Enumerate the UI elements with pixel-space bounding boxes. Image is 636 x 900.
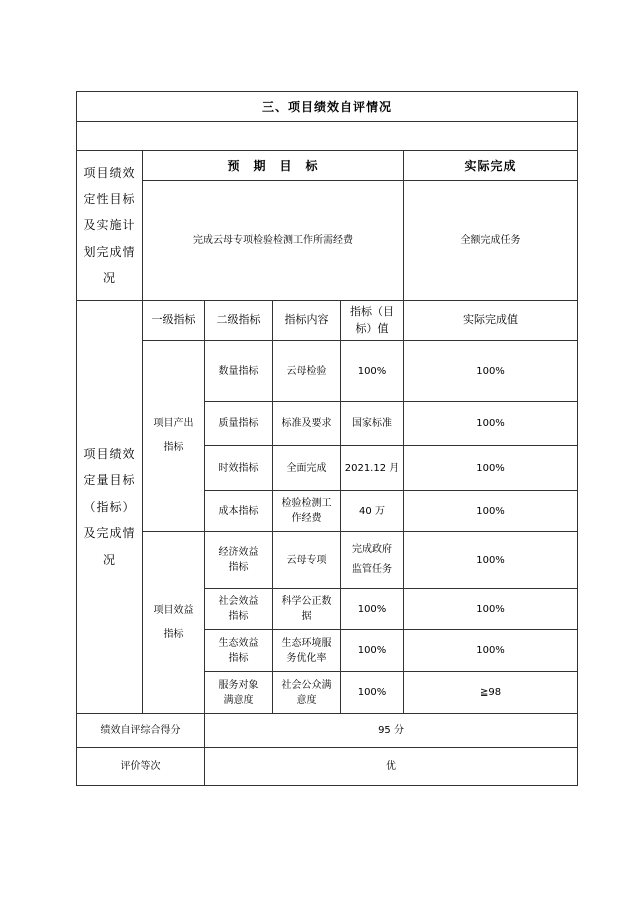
- level2-cell: 服务对象 满意度: [205, 672, 273, 714]
- score-row: [77, 714, 578, 748]
- target-cell: 2021.12 月: [341, 446, 404, 491]
- target-cell: 完成政府 监管任务: [341, 532, 404, 589]
- actual-cell: ≧98: [404, 672, 578, 714]
- section-title: 三、项目绩效自评情况: [77, 92, 578, 122]
- score-value: 95 分: [205, 714, 578, 748]
- actual-cell: 100%: [404, 532, 578, 589]
- content-header: 指标内容: [273, 301, 341, 341]
- actual-cell: 100%: [404, 402, 578, 446]
- grade-label: 评价等次: [77, 748, 205, 786]
- content-cell: 云母专项: [273, 532, 341, 589]
- qualitative-content-row: [77, 181, 578, 301]
- grade-value: 优: [205, 748, 578, 786]
- level2-cell: 生态效益 指标: [205, 630, 273, 672]
- content-cell: 社会公众满 意度: [273, 672, 341, 714]
- level2-cell: 时效指标: [205, 446, 273, 491]
- actual-text: 全额完成任务: [404, 181, 578, 301]
- target-header: 指标（目 标）值: [341, 301, 404, 341]
- level2-header: 二级指标: [205, 301, 273, 341]
- level2-cell: 社会效益 指标: [205, 589, 273, 630]
- content-cell: 生态环境服 务优化率: [273, 630, 341, 672]
- level2-cell: 经济效益 指标: [205, 532, 273, 589]
- level2-cell: 成本指标: [205, 491, 273, 532]
- indicator-row: [77, 341, 578, 402]
- quantitative-label: 项目绩效 定量目标 （指标） 及完成情 况: [77, 301, 143, 714]
- indicator-row: [77, 532, 578, 589]
- goal-header: 预 期 目 标: [143, 151, 404, 181]
- content-cell: 云母检验: [273, 341, 341, 402]
- target-cell: 100%: [341, 589, 404, 630]
- actual-header: 实际完成: [404, 151, 578, 181]
- score-label: 绩效自评综合得分: [77, 714, 205, 748]
- grade-row: [77, 748, 578, 786]
- content-cell: 检验检测工 作经费: [273, 491, 341, 532]
- actual-cell: 100%: [404, 491, 578, 532]
- qualitative-label: 项目绩效 定性目标 及实施计 划完成情 况: [77, 151, 143, 301]
- actual-cell: 100%: [404, 630, 578, 672]
- target-cell: 100%: [341, 672, 404, 714]
- actual-cell: 100%: [404, 589, 578, 630]
- level1-header: 一级指标: [143, 301, 205, 341]
- section-title-row: [77, 92, 578, 122]
- level1-output: 项目产出 指标: [143, 341, 205, 532]
- content-cell: 全面完成: [273, 446, 341, 491]
- target-cell: 100%: [341, 630, 404, 672]
- level2-cell: 质量指标: [205, 402, 273, 446]
- actual-value-header: 实际完成值: [404, 301, 578, 341]
- actual-cell: 100%: [404, 446, 578, 491]
- target-cell: 100%: [341, 341, 404, 402]
- content-cell: 科学公正数 据: [273, 589, 341, 630]
- qualitative-header-row: [77, 151, 578, 181]
- content-cell: 标准及要求: [273, 402, 341, 446]
- performance-table: [76, 91, 578, 786]
- actual-cell: 100%: [404, 341, 578, 402]
- level2-cell: 数量指标: [205, 341, 273, 402]
- goal-text: 完成云母专项检验检测工作所需经费: [143, 181, 404, 301]
- target-cell: 40 万: [341, 491, 404, 532]
- blank-row: [77, 122, 578, 151]
- quantitative-header-row: [77, 301, 578, 341]
- level1-benefit: 项目效益 指标: [143, 532, 205, 714]
- target-cell: 国家标准: [341, 402, 404, 446]
- blank-cell: [77, 122, 578, 151]
